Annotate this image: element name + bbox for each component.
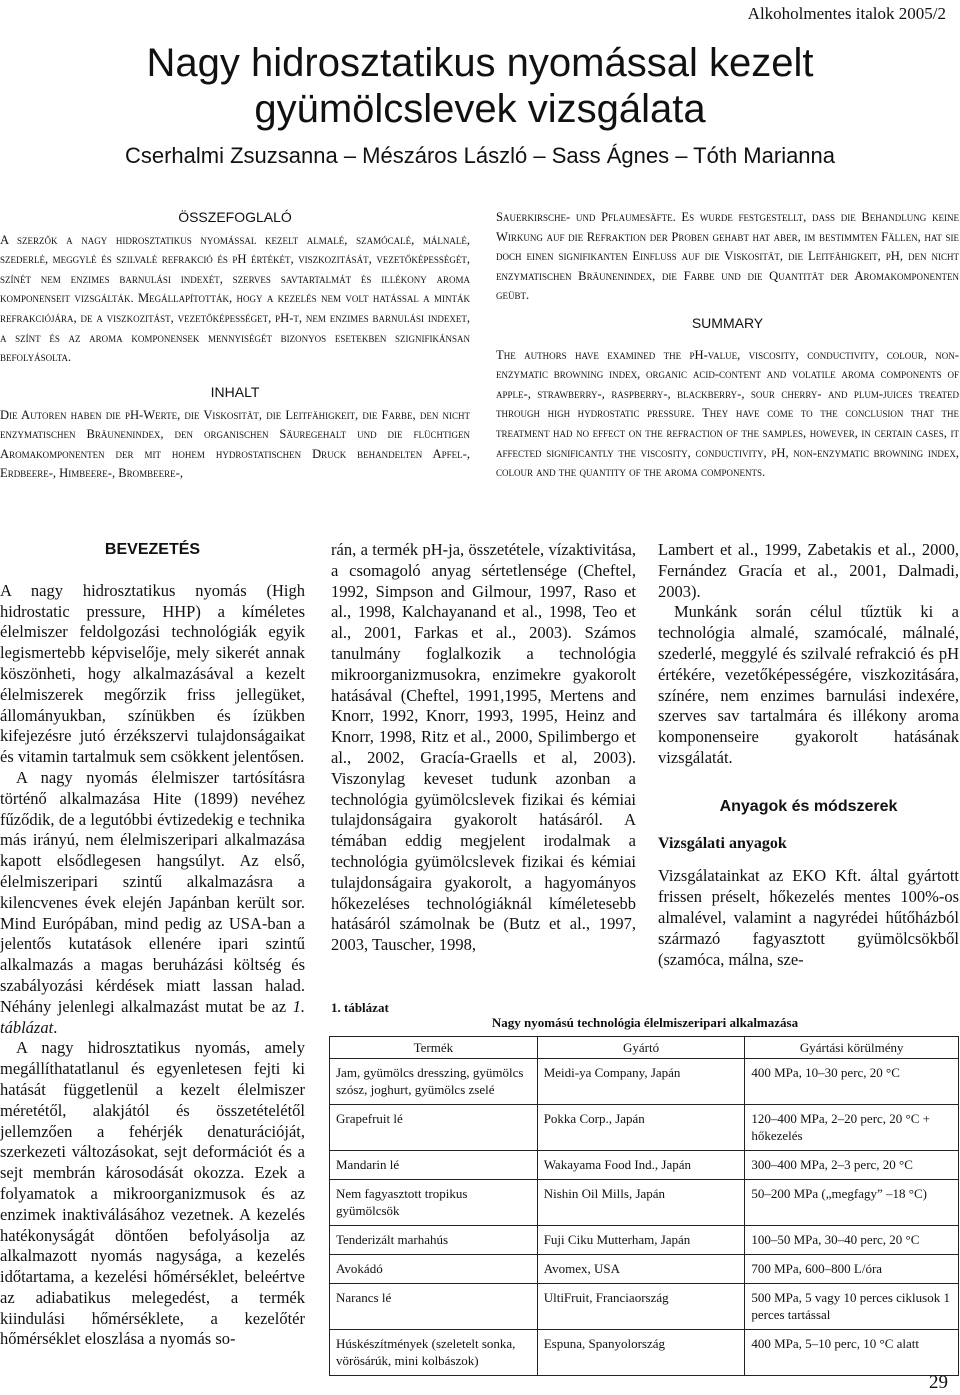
table-header-product: Termék — [330, 1037, 538, 1059]
article-title — [0, 40, 960, 132]
abstract-en-text: The authors have examined the pH-value, viscosity, conductivity, colour, non-enzymatic browning index, organic acid-content and volatile aroma components of apple-, strawberry-, raspberry-, blackberry-, sour cherry- and plum-juices treated through high hydrostatic pressure. They have come to the conclusion that the treatment had no effect on the refraction of the samples, however, in certain cases, it affected significantly the viscosity, conductivity, pH, non-enzymatic browning index, colour and the quantity of the aroma components. — [496, 347, 959, 480]
table-cell: Fuji Ciku Mutterham, Japán — [537, 1226, 745, 1255]
applications-table — [329, 1036, 959, 1376]
table-row — [330, 1180, 959, 1226]
table-cell: 120–400 MPa, 2–20 perc, 20 °C + hőkezelés — [745, 1105, 959, 1151]
intro-heading: BEVEZETÉS — [104, 541, 201, 558]
table-caption: Nagy nyomású technológia élelmiszeripari alkalmazása — [491, 1015, 799, 1030]
body-column-2 — [331, 540, 636, 956]
table-reference: 1. táblázat — [0, 996, 305, 1037]
intro-p2-end: . — [53, 1017, 58, 1037]
table-cell: Meidi-ya Company, Japán — [537, 1059, 745, 1105]
abstract-de-text-cont: Sauerkirsche- und Pflaumesäfte. Es wurde festgestellt, dass die Behandlung keine Wirkung auf die Refraktion der Proben gehabt hat aber, im bestimmten Fällen, hat sie doch einen signifikanten Einfluss auf die Viskosität, die Leitfähigkeit, pH, den nicht enzymatischen Bräunenindex, die Farbe und die Quantität der Aromakomponenten geübt. — [496, 210, 959, 303]
table-header-row — [330, 1037, 959, 1059]
intro-paragraph-3-end: Lambert et al., 1999, Zabetakis et al., 2000, Fernández Gracía et al., 2001, Dalmadi, 2003). — [658, 540, 959, 601]
intro-paragraph-3: A nagy hidrosztatikus nyomás, amely megállíthatatlanul és egyenletesen fejti ki hatását függetlenül a kezelt élelmiszer méretétől, alakjától és összetételétől jellemzően a fehérjék denaturációját, szerkezeti változásokat, sejt deformációt és a sejt membrán károsodását okozza. Ezek a folyamatok a mikroorganizmusok és az enzimek inaktiválásához vezetnek. A kezelés hatékonyságát döntően befolyásolja az alkalmazott nyomás nagysága, a kezelés időtartama, a kezelési hőmérséklet, beleértve az adiabatikus melegedést, a termék kiindulási hőmérséklete, a kezelőtér hőmérséklet eloszlása a nyomás so- — [0, 1038, 305, 1349]
table-cell: Húskészítmények (szeletelt sonka, vörösárúk, mini kolbászok) — [330, 1330, 538, 1376]
abstract-de-heading: INHALT — [210, 384, 260, 400]
abstract-german — [0, 383, 470, 484]
title-line-2: gyümölcslevek vizsgálata — [254, 87, 706, 131]
intro-paragraph-1: A nagy hidrosztatikus nyomás (High hidrostatic pressure, HHP) a kíméletes élelmiszer feldolgozási technológiák egyik legismertebb képviselője, mely sikerét annak köszönheti, hogy alkalmazásával a kezelt élelmiszerek megőrzik friss jellegüket, állományukban, színükben és ízükben kifejezésre jutó érzékszervi tulajdonságaikat és vitamin tartalmuk sem csökkent jelentősen. — [0, 580, 305, 767]
table-cell: Pokka Corp., Japán — [537, 1105, 745, 1151]
table-cell: 500 MPa, 5 vagy 10 perces ciklusok 1 perces tartással — [745, 1284, 959, 1330]
table-row — [330, 1105, 959, 1151]
table-header-manufacturer: Gyártó — [537, 1037, 745, 1059]
intro-paragraph-4: Munkánk során célul tűztük ki a technológia almalé, szamócalé, málnalé, szederlé, meggylé és szilvalé refrakció és pH értékére, vezetőképességére, viszkozitására, színére, nem enzimes barnulási indexére, szerves sav tartalmára és illékony aroma komponenseire gyakorolt hatásának vizsgálatát. — [658, 602, 959, 767]
table-cell: Grapefruit lé — [330, 1105, 538, 1151]
abstract-hungarian — [0, 208, 470, 368]
intro-paragraph-2 — [0, 768, 305, 1038]
table-row — [330, 1151, 959, 1180]
page-number: 29 — [929, 1372, 948, 1393]
table-cell: 300–400 MPa, 2–3 perc, 20 °C — [745, 1151, 959, 1180]
table-row — [330, 1226, 959, 1255]
table-cell: Espuna, Spanyolország — [537, 1330, 745, 1376]
table-cell: Mandarin lé — [330, 1151, 538, 1180]
table-cell: Avomex, USA — [537, 1255, 745, 1284]
table-row — [330, 1330, 959, 1376]
abstract-hu-heading: ÖSSZEFOGLALÓ — [178, 209, 292, 225]
abstract-german-continued — [496, 208, 959, 306]
table-cell: 700 MPa, 600–800 L/óra — [745, 1255, 959, 1284]
table-cell: Narancs lé — [330, 1284, 538, 1330]
intro-p2-text: A nagy nyomás élelmiszer tartósításra történő alkalmazása Hite (1899) nevéhez fűződik, de a legutóbbi évtizedekig e technika más irányú, nem élelmiszeripari alkalmazása kapott elsődlegesen hangsúlyt. Az első, élelmiszeripari szintű alkalmazásra a kilencvenes évek elején Japánban került sor. Mind Európában, mind pedig az USA-ban a jelentős kutatások ellenére ipari szintű alkalmazás a magas beruházási költség és szabályozási kérdések miatt lassan halad. Néhány jelenlegi alkalmazást mutat be az — [0, 767, 305, 1016]
table-cell: Nem fagyasztott tropikus gyümölcsök — [330, 1180, 538, 1226]
abstract-en-heading: SUMMARY — [691, 315, 764, 331]
table-cell: Avokádó — [330, 1255, 538, 1284]
methods-heading: Anyagok és módszerek — [719, 797, 898, 815]
methods-subheading: Vizsgálati anyagok — [658, 834, 787, 852]
body-column-1 — [0, 540, 305, 1350]
table-cell: Wakayama Food Ind., Japán — [537, 1151, 745, 1180]
table-cell: Jam, gyümölcs dresszing, gyümölcs szósz, joghurt, gyümölcs zselé — [330, 1059, 538, 1105]
table-header-conditions: Gyártási körülmény — [745, 1037, 959, 1059]
table-cell: UltiFruit, Franciaország — [537, 1284, 745, 1330]
table-row — [330, 1255, 959, 1284]
table-cell: Nishin Oil Mills, Japán — [537, 1180, 745, 1226]
table-cell: 400 MPa, 5–10 perc, 10 °C alatt — [745, 1330, 959, 1376]
table-cell: Tenderizált marhahús — [330, 1226, 538, 1255]
journal-header: Alkoholmentes italok 2005/2 — [747, 4, 946, 23]
abstract-de-text: Die Autoren haben die pH-Werte, die Viskosität, die Leitfähigkeit, die Farbe, den nicht enzymatischen Bräunenindex, den organischen Säuregehalt und die flüchtigen Aromakomponenten der mit hohem hydrostatischen Druck behandelten Apfel-, Erdbeere-, Himbeere-, Brombeere-, — [0, 407, 470, 481]
table-label: 1. táblázat — [331, 1000, 389, 1015]
methods-paragraph-1: Vizsgálatainkat az EKO Kft. által gyártott frissen préselt, hőkezelés mentes 100%-os almalével, valamint a nagyrédei hűtőházból származó fagyasztott gyümölcsökből (szamóca, málna, sze- — [658, 866, 959, 969]
abstract-english — [496, 314, 959, 483]
body-column-3 — [658, 540, 959, 970]
table-cell: 50–200 MPa („megfagy” –18 °C) — [745, 1180, 959, 1226]
abstract-hu-text: A szerzők a nagy hidrosztatikus nyomással kezelt almalé, szamócalé, málnalé, szederlé, meggylé és szilvalé refrakció és pH értékét, viszkozitását, vezetőképességét, színét nem enzimes barnulási indexét, szerves savtartalmát és illékony aroma komponenseit vizsgálták. Megállapították, hogy a kezelés nem volt hatással a minták refrakciójára, de a viszkozitást, vezetőképességet, pH-t, nem enzimes barnulási indexet, a színt és az aroma komponensek mennyiségét bizonyos esetekben szignifikánsan befolyásolta. — [0, 232, 470, 365]
table-cell: 100–50 MPa, 30–40 perc, 20 °C — [745, 1226, 959, 1255]
intro-paragraph-3-continued: rán, a termék pH-ja, összetétele, vízaktivitása, a csomagoló anyag sértetlensége (Cheftel, 1992, Simpson and Gilmour, 1997, Raso et al., 1998, Kalchayanand et al., 1998, Teo et al., 2001, Farkas et al., 2003). Számos tanulmány foglalkozik a technológia mikroorganizmusokra, enzimekre gyakorolt hatásával (Cheftel, 1991,1995, Mertens and Knorr, 1992, Knorr, 1993, 1995, Heinz and Knorr, 1998, Ritz et al., 2000, Spilimbergo et al., 2002, Gracía-Graells et al, 2003). Viszonylag keveset tudunk azonban a technológia gyümölcslevek fizikai és kémiai tulajdonságaira gyakorolt hatásáról. A témában eddig megjelent irodalmak a technológia gyümölcslevek fizikai és kémiai tulajdonságaira gyakorolt, a hagyományos hőkezeléses technológiáknál kíméletesebb hatásáról számolnak be (Butz et al., 1997, 2003, Tauscher, 1998, — [331, 540, 636, 955]
table-row — [330, 1284, 959, 1330]
author-list: Cserhalmi Zsuzsanna – Mészáros László – Sass Ágnes – Tóth Marianna — [124, 143, 836, 168]
table-row — [330, 1059, 959, 1105]
title-line-1: Nagy hidrosztatikus nyomással kezelt — [146, 41, 814, 85]
table-cell: 400 MPa, 10–30 perc, 20 °C — [745, 1059, 959, 1105]
